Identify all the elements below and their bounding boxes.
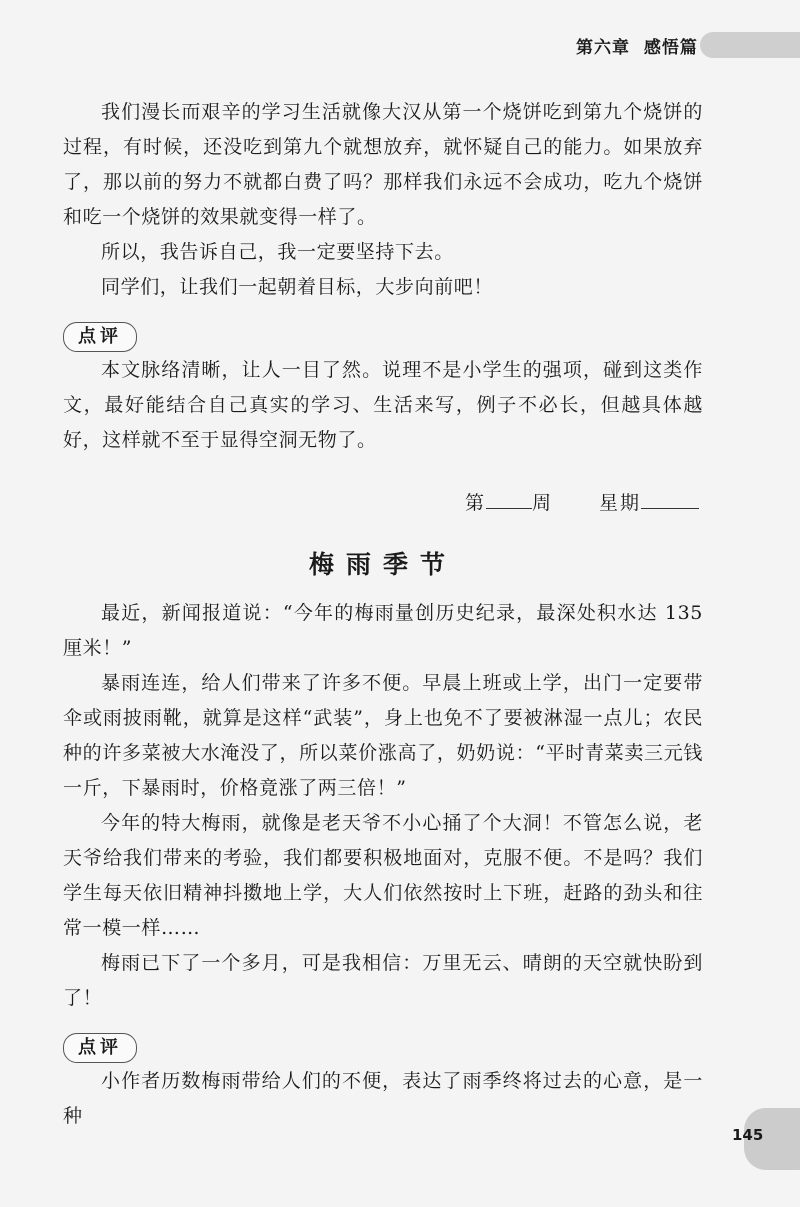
paragraph: 今年的特大梅雨，就像是老天爷不小心捅了个大洞！不管怎么说，老天爷给我们带来的考验，我们都要积极地面对，克服不便。不是吗？我们学生每天依旧精神抖擞地上学，大人们依然按时上下班，赶路的劲头和往常一模一样…… <box>63 812 703 939</box>
paragraph: 同学们，让我们一起朝着目标，大步向前吧！ <box>101 276 494 298</box>
week-blank <box>486 508 532 509</box>
paragraph: 最近，新闻报道说：“今年的梅雨量创历史纪录，最深处积水达 135 厘米！” <box>63 602 703 659</box>
week-prefix: 第 <box>464 492 486 514</box>
running-header <box>576 33 698 58</box>
weekday-label: 星期 <box>598 492 641 514</box>
chapter-label: 第六章 <box>576 38 630 58</box>
previous-article-ending <box>63 95 703 305</box>
paragraph: 梅雨已下了一个多月，可是我相信：万里无云、晴朗的天空就快盼到了！ <box>63 952 703 1009</box>
comment-text: 本文脉络清晰，让人一目了然。说理不是小学生的强项，碰到这类作文，最好能结合自己真实的学习、生活来写，例子不必长，但越具体越好，这样就不至于显得空洞无物了。 <box>63 359 703 451</box>
page-content <box>63 95 703 1134</box>
weekday-blank <box>641 508 699 509</box>
comment-badge: 点评 <box>63 1033 137 1063</box>
paragraph: 暴雨连连，给人们带来了许多不便。早晨上班或上学，出门一定要带伞或雨披雨靴，就算是这样“武装”，身上也免不了要被淋湿一点儿；农民种的许多菜被大水淹没了，所以菜价涨高了，奶奶说：“平时青菜卖三元钱一斤，下暴雨时，价格竟涨了两三倍！” <box>63 672 703 799</box>
section-label: 感悟篇 <box>643 38 698 58</box>
article-title: 梅雨季节 <box>308 550 457 579</box>
paragraph: 我们漫长而艰辛的学习生活就像大汉从第一个烧饼吃到第九个烧饼的过程，有时候，还没吃到第九个就想放弃，就怀疑自己的能力。如果放弃了，那以前的努力不就都白费了吗？那样我们永远不会成功，吃九个烧饼和吃一个烧饼的效果就变得一样了。 <box>63 101 703 228</box>
comment-badge-row <box>63 1030 703 1064</box>
week-label: 周 <box>531 492 553 514</box>
comment-badge-row <box>63 319 703 353</box>
comment-text: 小作者历数梅雨带给人们的不便，表达了雨季终将过去的心意，是一种 <box>63 1070 703 1127</box>
page-number: 145 <box>732 1126 764 1144</box>
header-tab <box>700 32 800 58</box>
article-body <box>63 596 703 1016</box>
paragraph: 所以，我告诉自己，我一定要坚持下去。 <box>101 241 454 263</box>
comment-badge: 点评 <box>63 322 137 352</box>
week-date-line <box>63 486 699 521</box>
